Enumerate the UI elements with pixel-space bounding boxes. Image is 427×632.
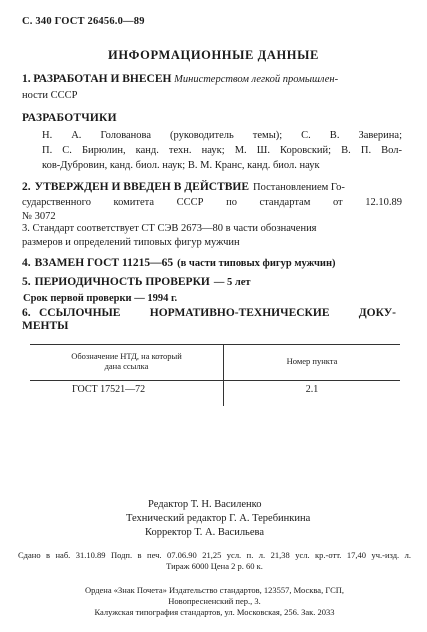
developers-line-1: Н. А. Голованова (руководитель темы); С. В. Заверина; — [42, 130, 402, 141]
section-4-text: (в части типовых фигур мужчин) — [177, 258, 336, 269]
developers-line-2: П. С. Бирюлин, канд. техн. наук; М. Ш. Коровский; В. П. Вол- — [42, 145, 402, 156]
section-1 — [22, 73, 402, 102]
section-2-heading: УТВЕРЖДЕН И ВВЕДЕН В ДЕЙСТВИЕ — [34, 181, 250, 193]
publisher-line-1: Ордена «Знак Почета» Издательство стандартов, 123557, Москва, ГСП, — [84, 585, 345, 595]
print-info-line-2: Тираж 6000 Цена 2 р. 60 к. — [166, 561, 263, 571]
section-6-line-1: ССЫЛОЧНЫЕ НОРМАТИВНО-ТЕХНИЧЕСКИЕ ДОКУ- — [39, 307, 396, 319]
section-5 — [22, 272, 251, 306]
section-2-number: 2. — [22, 181, 31, 193]
publisher-info — [18, 585, 411, 618]
section-6-line-2: МЕНТЫ — [22, 320, 69, 332]
section-5-text: — 5 лет — [213, 277, 251, 288]
section-1-heading: РАЗРАБОТАН И ВНЕСЕН — [33, 73, 172, 85]
table-header-col-2: Номер пункта — [286, 356, 338, 366]
section-2-line-3: № 3072 — [22, 211, 56, 222]
section-1-text: Министерством легкой промышлен- — [174, 74, 339, 85]
section-5-number: 5. — [22, 276, 31, 288]
developers-list — [42, 129, 402, 172]
developers-heading: РАЗРАБОТЧИКИ — [22, 112, 117, 124]
section-3-line-1: Стандарт соответствует СТ СЭВ 2673—80 в части обозначения — [32, 223, 317, 234]
page-header: С. 340 ГОСТ 26456.0—89 — [22, 16, 145, 27]
section-1-text-cont: ности СССР — [22, 89, 78, 101]
table-top-rule — [30, 344, 400, 345]
section-4 — [22, 253, 336, 271]
section-5-line-2: Срок первой проверки — 1994 г. — [23, 293, 178, 304]
section-3 — [22, 222, 402, 249]
table-cell-document: ГОСТ 17521—72 — [72, 384, 146, 395]
section-6-number: 6. — [22, 307, 31, 319]
publisher-line-3: Калужская типография стандартов, ул. Московская, 256. Зак. 2033 — [94, 607, 335, 617]
page-title: ИНФОРМАЦИОННЫЕ ДАННЫЕ — [108, 48, 319, 62]
section-2-line-2: сударственного комитета СССР по стандартам от 12.10.89 — [22, 197, 402, 208]
section-2-text: Постановлением Го- — [253, 182, 345, 193]
print-info — [18, 550, 411, 572]
editor-line: Редактор Т. Н. Василенко — [148, 499, 262, 510]
technical-editor-line: Технический редактор Г. А. Теребинкина — [126, 513, 311, 524]
section-3-number: 3. — [22, 223, 30, 234]
section-2 — [22, 177, 402, 223]
developers-line-3: ков-Дубровин, канд. биол. наук; В. М. Кранс, канд. биол. наук — [42, 160, 320, 171]
table-cell-item: 2.1 — [305, 384, 319, 395]
table-header-rule — [30, 380, 400, 381]
section-4-number: 4. — [22, 257, 31, 269]
editors-block — [126, 498, 310, 540]
print-info-line-1: Сдано в наб. 31.10.89 Подп. в печ. 07.06.90 21,25 усл. п. л. 21,38 усл. кр.-отт. 17,40 уч.-изд. л. — [18, 550, 411, 560]
publisher-line-2: Новопресненский пер., 3. — [168, 596, 261, 606]
table-header-col-1 — [30, 351, 223, 371]
table-header-col-1-line-1: Обозначение НТД, на который — [71, 351, 182, 361]
section-5-heading: ПЕРИОДИЧНОСТЬ ПРОВЕРКИ — [34, 276, 210, 288]
section-4-heading: ВЗАМЕН ГОСТ 11215—65 — [34, 257, 174, 269]
corrector-line: Корректор Т. А. Васильева — [145, 527, 264, 538]
section-6 — [22, 307, 396, 332]
section-3-line-2: размеров и определений типовых фигур мужчин — [22, 237, 240, 248]
table-header-col-1-line-2: дана ссылка — [104, 361, 149, 371]
section-1-number: 1. — [22, 73, 31, 85]
table-column-divider — [223, 344, 224, 406]
